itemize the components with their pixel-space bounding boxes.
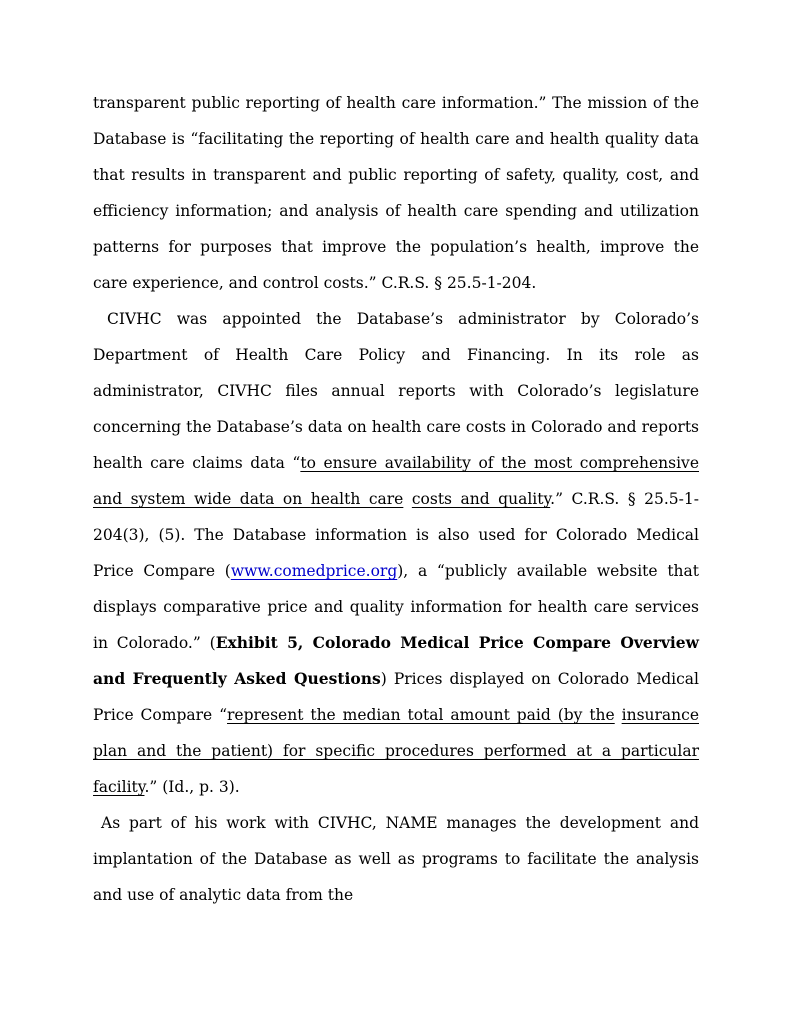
text-span	[615, 706, 622, 724]
text-span: .” C.R.S. § 25.5-1-	[550, 490, 699, 508]
paragraph-name-work	[93, 805, 699, 913]
text-span: Price Compare (	[93, 562, 231, 580]
text-line	[93, 553, 699, 589]
text-line: CIVHC was appointed the Database’s administrator by Colorado’s	[107, 310, 699, 328]
text-line: 204(3), (5). The Database information is also used for Colorado Medical	[93, 526, 699, 544]
text-line: Department of Health Care Policy and Financing. In its role as	[93, 346, 699, 364]
text-line	[93, 697, 699, 733]
text-line: care experience, and control costs.” C.R.S. § 25.5-1-204.	[93, 274, 537, 292]
underlined-quote: plan and the patient) for specific procedures performed at a particular	[93, 742, 699, 760]
text-line: efficiency information; and analysis of health care spending and utilization	[93, 202, 699, 220]
text-span	[403, 490, 412, 508]
text-span: Price Compare “	[93, 706, 228, 724]
text-line	[93, 733, 699, 769]
text-line: Database is “facilitating the reporting of health care and health quality data	[93, 130, 699, 148]
exhibit-reference: Exhibit 5, Colorado Medical Price Compare Overview	[215, 633, 699, 652]
text-line: and use of analytic data from the	[93, 886, 354, 904]
text-line	[93, 769, 699, 805]
paragraph-mission	[93, 85, 699, 301]
text-span: health care claims data “	[93, 454, 301, 472]
underlined-quote: to ensure availability of the most comprehensive	[300, 454, 699, 472]
text-span: .” (Id., p. 3).	[144, 778, 240, 796]
text-line	[93, 481, 699, 517]
text-span: ) Prices displayed on Colorado Medical	[380, 670, 700, 688]
text-span: ), a “publicly available website that	[397, 562, 700, 580]
document-page	[93, 85, 699, 913]
text-span: in Colorado.” (	[93, 634, 216, 652]
text-line: concerning the Database’s data on health care costs in Colorado and reports	[93, 418, 699, 436]
underlined-quote: and system wide data on health care	[93, 490, 404, 508]
text-line: patterns for purposes that improve the population’s health, improve the	[93, 238, 699, 256]
text-line: administrator, CIVHC files annual reports with Colorado’s legislature	[93, 382, 699, 400]
text-line	[93, 445, 699, 481]
underlined-quote: represent the median total amount paid (by the	[227, 706, 615, 724]
text-line: that results in transparent and public reporting of safety, quality, cost, and	[93, 166, 699, 184]
underlined-quote: costs and quality	[411, 490, 551, 508]
text-line	[93, 661, 699, 697]
text-line: transparent public reporting of health care information.” The mission of the	[93, 94, 699, 112]
text-line	[93, 625, 699, 661]
paragraph-civhc	[93, 301, 699, 805]
underlined-quote: facility	[93, 778, 145, 796]
text-line: displays comparative price and quality information for health care services	[93, 598, 699, 616]
underlined-quote: insurance	[621, 706, 699, 724]
text-line: As part of his work with CIVHC, NAME manages the development and	[101, 814, 699, 832]
exhibit-reference: and Frequently Asked Questions	[93, 669, 381, 688]
text-line: implantation of the Database as well as programs to facilitate the analysis	[93, 850, 699, 868]
comedprice-link[interactable]: www.comedprice.org	[230, 562, 398, 580]
